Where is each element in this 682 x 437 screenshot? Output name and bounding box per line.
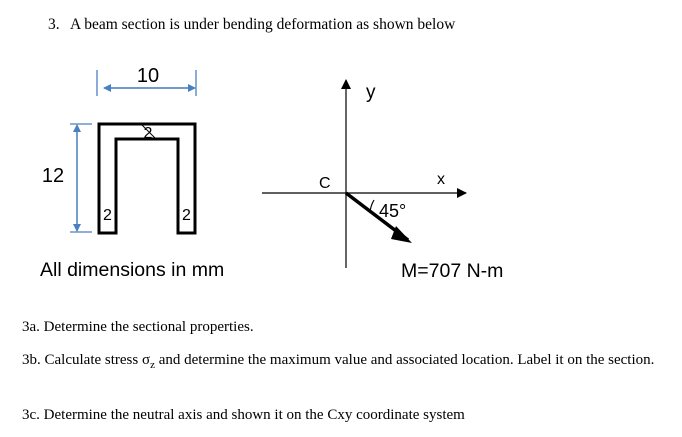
coordinate-system <box>262 80 503 282</box>
part-3c-text: 3c. Determine the neutral axis and shown it on the Cxy coordinate system <box>22 407 465 423</box>
y-axis-label: y <box>366 82 376 103</box>
part-3b-text-after: and determine the maximum value and associated location. Label it on the section. <box>154 352 655 368</box>
question-number: 3. <box>48 16 60 33</box>
left-thickness-label: 2 <box>103 207 112 224</box>
part-3a-text: 3a. Determine the sectional properties. <box>22 319 254 335</box>
part-3c <box>22 406 662 425</box>
angle-label: 45° <box>379 201 407 221</box>
height-dimension <box>42 124 92 232</box>
part-3a <box>22 318 662 337</box>
sigma-symbol: σ <box>141 352 151 368</box>
part-3b-text-before: 3b. Calculate stress <box>22 352 142 368</box>
x-axis-label: x <box>437 171 445 188</box>
part-3b <box>22 351 662 375</box>
top-thickness-label: 2 <box>143 125 153 142</box>
right-thickness-label: 2 <box>182 207 191 224</box>
moment-label: M=707 N-m <box>401 260 504 282</box>
origin-label: C <box>319 175 331 192</box>
width-label: 10 <box>136 65 160 87</box>
height-label: 12 <box>41 165 65 187</box>
question-text: A beam section is under bending deformation as shown below <box>70 16 456 33</box>
sigma-subscript: z <box>150 359 155 371</box>
width-dimension <box>97 65 196 96</box>
dimension-note: All dimensions in mm <box>40 259 225 281</box>
